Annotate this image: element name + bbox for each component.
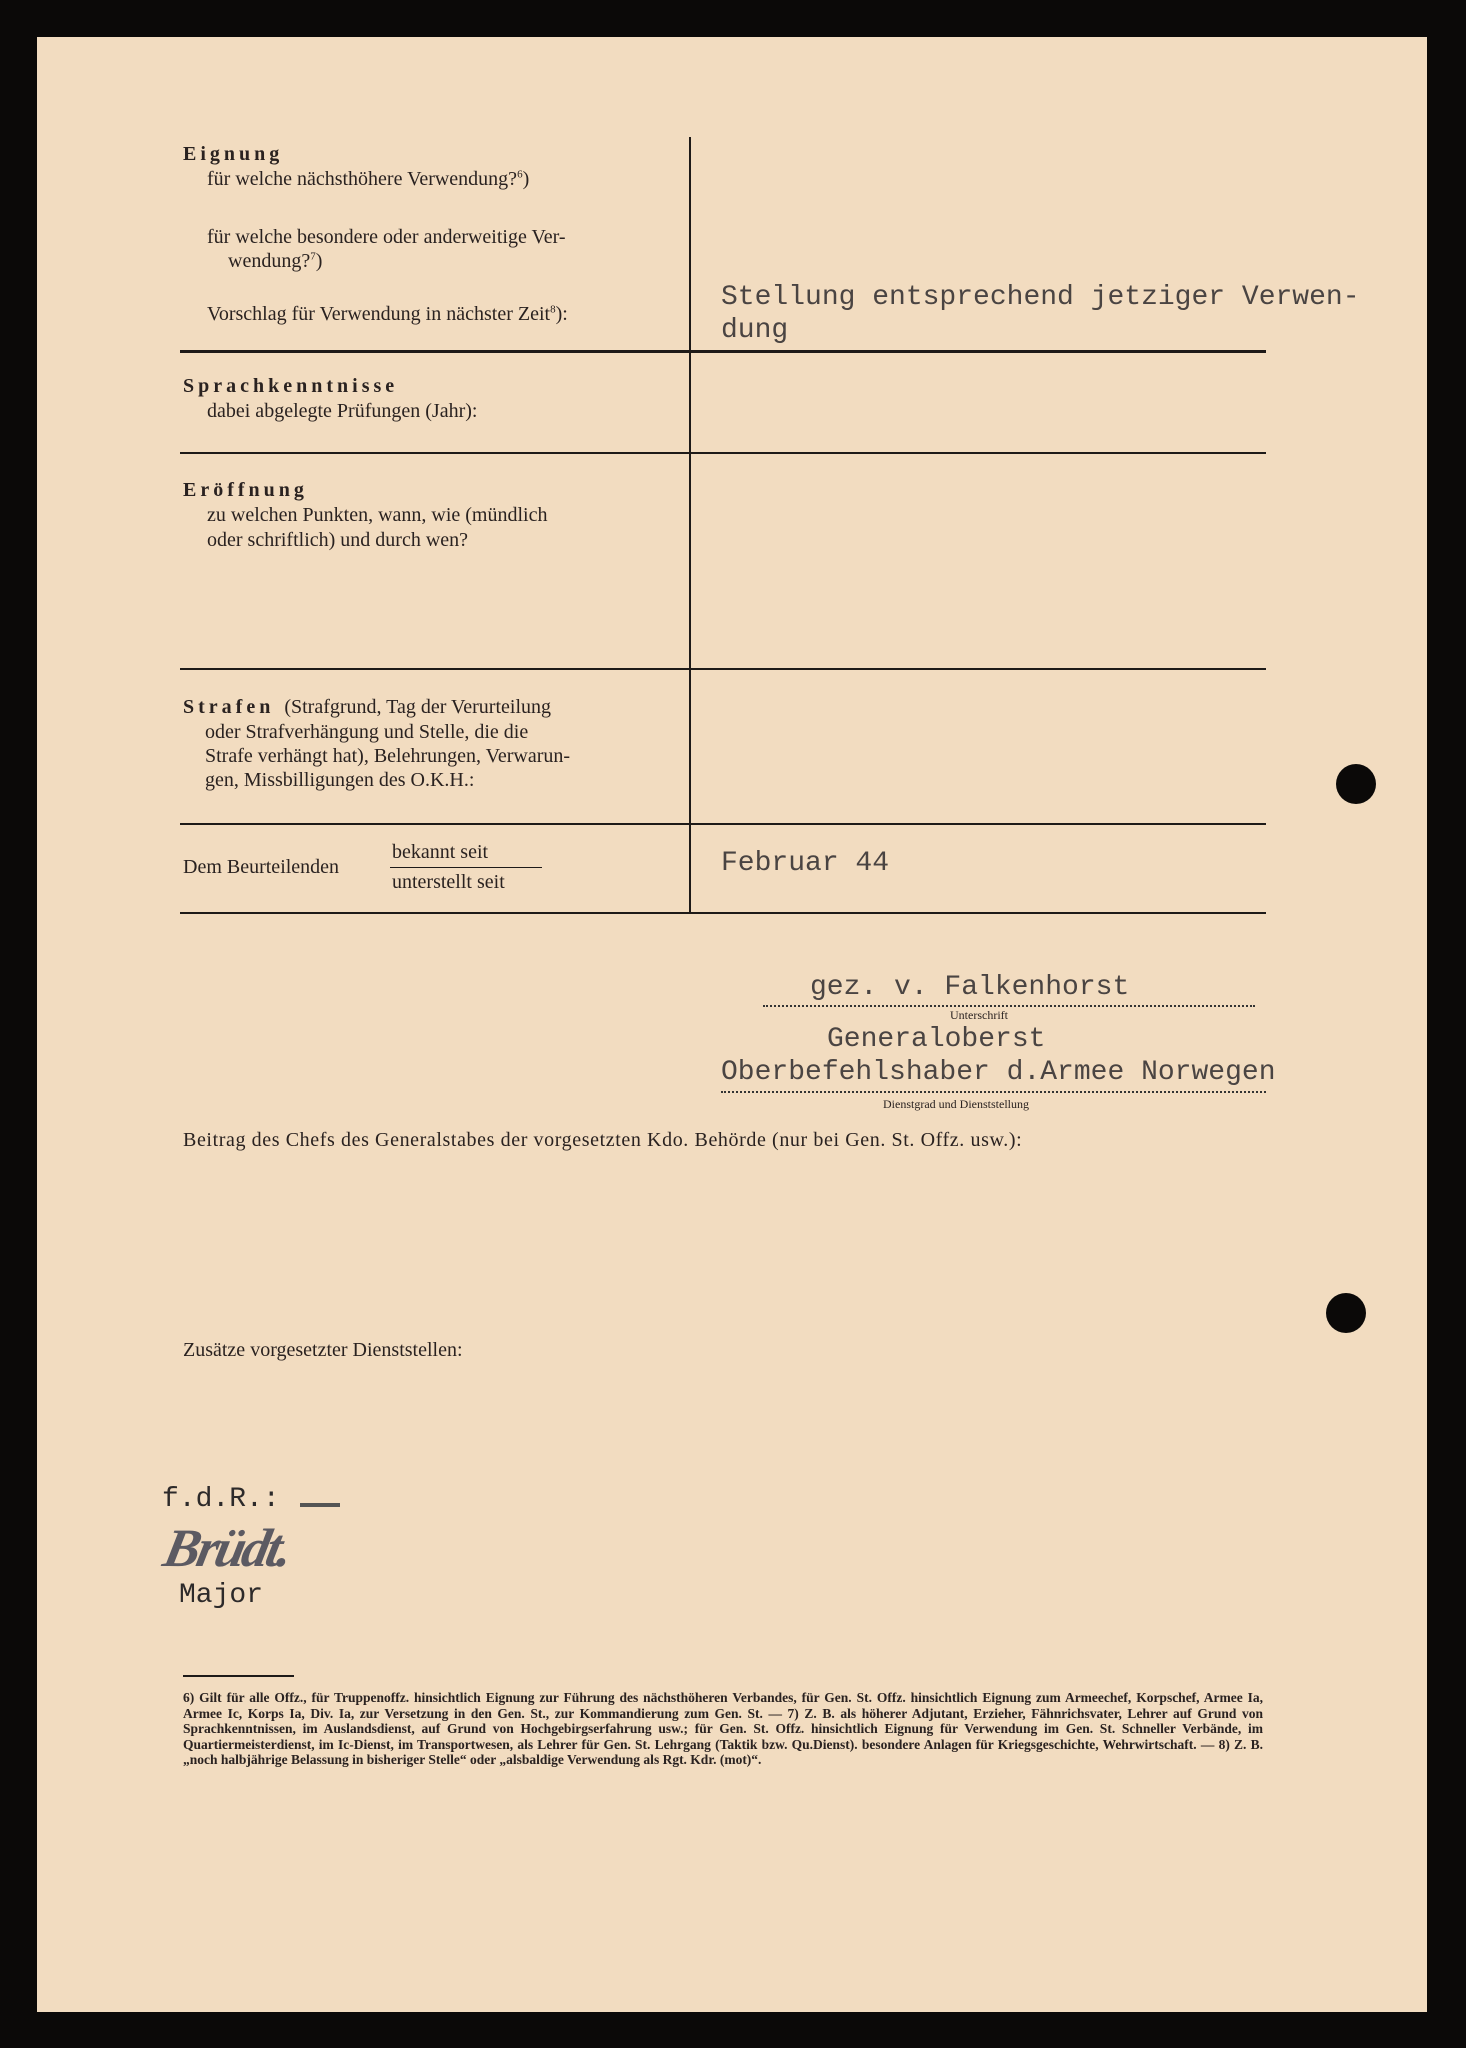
fraction-line: [390, 867, 542, 868]
eignung-q3-text: Vorschlag für Verwendung in nächster Zeit: [207, 303, 551, 325]
strafen-line4: gen, Missbilligungen des O.K.H.:: [205, 769, 475, 791]
footnote-ref: 8: [550, 303, 556, 316]
eignung-q2-line2: wendung?$^7$): [228, 250, 323, 272]
bekannt-seit-label: bekannt seit: [392, 841, 489, 863]
punch-hole: [1326, 1293, 1366, 1333]
row-divider: [180, 823, 1266, 825]
eignung-q3: Vorschlag für Verwendung in nächster Zeit$^8$):: [207, 303, 568, 325]
eroeffnung-line1: zu welchen Punkten, wann, wie (mündlich: [207, 504, 548, 526]
rank-line: [721, 1091, 1266, 1093]
strafen-heading: Strafen: [183, 696, 275, 718]
zusaetze-label: Zusätze vorgesetzter Dienststellen:: [183, 1339, 463, 1361]
signature-caption: Unterschrift: [950, 1008, 1008, 1022]
eignung-q2-text: wendung?: [228, 250, 311, 272]
row-divider: [180, 452, 1266, 454]
beurteilender-label: Dem Beurteilenden: [183, 856, 340, 878]
strafen-line2: oder Strafverhängung und Stelle, die die: [205, 721, 529, 743]
row-divider: [180, 668, 1266, 670]
signature-rank: Generaloberst: [827, 1024, 1046, 1055]
eignung-answer-line1: Stellung entsprechend jetziger Verwen-: [721, 282, 1360, 313]
strafen-line3: Strafe verhängt hat), Belehrungen, Verwarun-: [205, 745, 571, 767]
fdr-label: f.d.R.:: [162, 1484, 280, 1515]
eroeffnung-line2: oder schriftlich) und durch wen?: [207, 529, 469, 551]
fdr-dash: [300, 1503, 340, 1507]
eignung-heading: Eignung: [183, 143, 284, 165]
punch-hole: [1336, 764, 1376, 804]
beitrag-label: Beitrag des Chefs des Generalstabes der vorgesetzten Kdo. Behörde (nur bei Gen. St. Offz. usw.):: [183, 1129, 1023, 1151]
row-divider: [180, 912, 1266, 914]
eignung-q1-text: für welche nächsthöhere Verwendung?: [207, 168, 518, 190]
rank-caption: Dienstgrad und Dienststellung: [883, 1097, 1029, 1111]
signature-position: Oberbefehlshaber d.Armee Norwegen: [721, 1057, 1276, 1088]
row-divider: [180, 350, 1266, 353]
handwritten-signature: Brüdt.: [158, 1518, 296, 1578]
footnote-rule: [183, 1675, 294, 1677]
footnote-ref: 6: [517, 168, 523, 181]
eignung-q1: für welche nächsthöhere Verwendung?$^6$): [207, 168, 530, 190]
signature-line: [763, 1005, 1255, 1007]
footnotes: 6) Gilt für alle Offz., für Truppenoffz. hinsichtlich Eignung zur Führung des nächsthöheren Verbandes, für Gen. St. Offz. hinsichtlich Eignung zum Armeechef, Korpschef, Armee Ia, Armee Ic, Korps Ia, Div. Ia, zur Versetzung in den Gen. St., zur Kommandierung zum Gen. St. — 7) Z. B. als höherer Adjutant, Erzieher, Fähnrichsvater, Lehrer auf Grund von Sprachkenntnissen, im Auslandsdienst, auf Grund von Hochgebirgserfahrung usw.; für Gen. St. Offz. hinsichtlich Eignung für Verwendung im Gen. St. Schneller Verbände, im Quartiermeisterdienst, im Ic-Dienst, im Transportwesen, als Lehrer für Gen. St. Lehrgang (Taktik bzw. Qu.Dienst). besondere Anlagen für Kriegsgeschichte, Wehrwirtschaft. — 8) Z. B. „noch halbjährige Belassung in bisheriger Stelle“ oder „alsbaldige Verwendung als Rgt. Kdr. (mot)“.: [183, 1690, 1263, 1767]
eignung-answer-line2: dung: [721, 315, 789, 346]
sprachkenntnisse-heading: Sprachkenntnisse: [183, 375, 399, 397]
eroeffnung-heading: Eröffnung: [183, 479, 308, 501]
column-divider: [689, 137, 691, 913]
strafen-line1: [183, 696, 551, 719]
sprachkenntnisse-sub: dabei abgelegte Prüfungen (Jahr):: [207, 400, 478, 422]
strafen-text: (Strafgrund, Tag der Verurteilung: [284, 696, 552, 718]
signature-name: gez. v. Falkenhorst: [810, 972, 1130, 1003]
eignung-q2-line1: für welche besondere oder anderweitige Ver-: [207, 226, 566, 248]
footnote-ref: 7: [310, 250, 316, 263]
unterstellt-seit-label: unterstellt seit: [392, 871, 505, 893]
beurteilender-answer: Februar 44: [721, 848, 890, 879]
fdr-rank: Major: [179, 1580, 264, 1611]
